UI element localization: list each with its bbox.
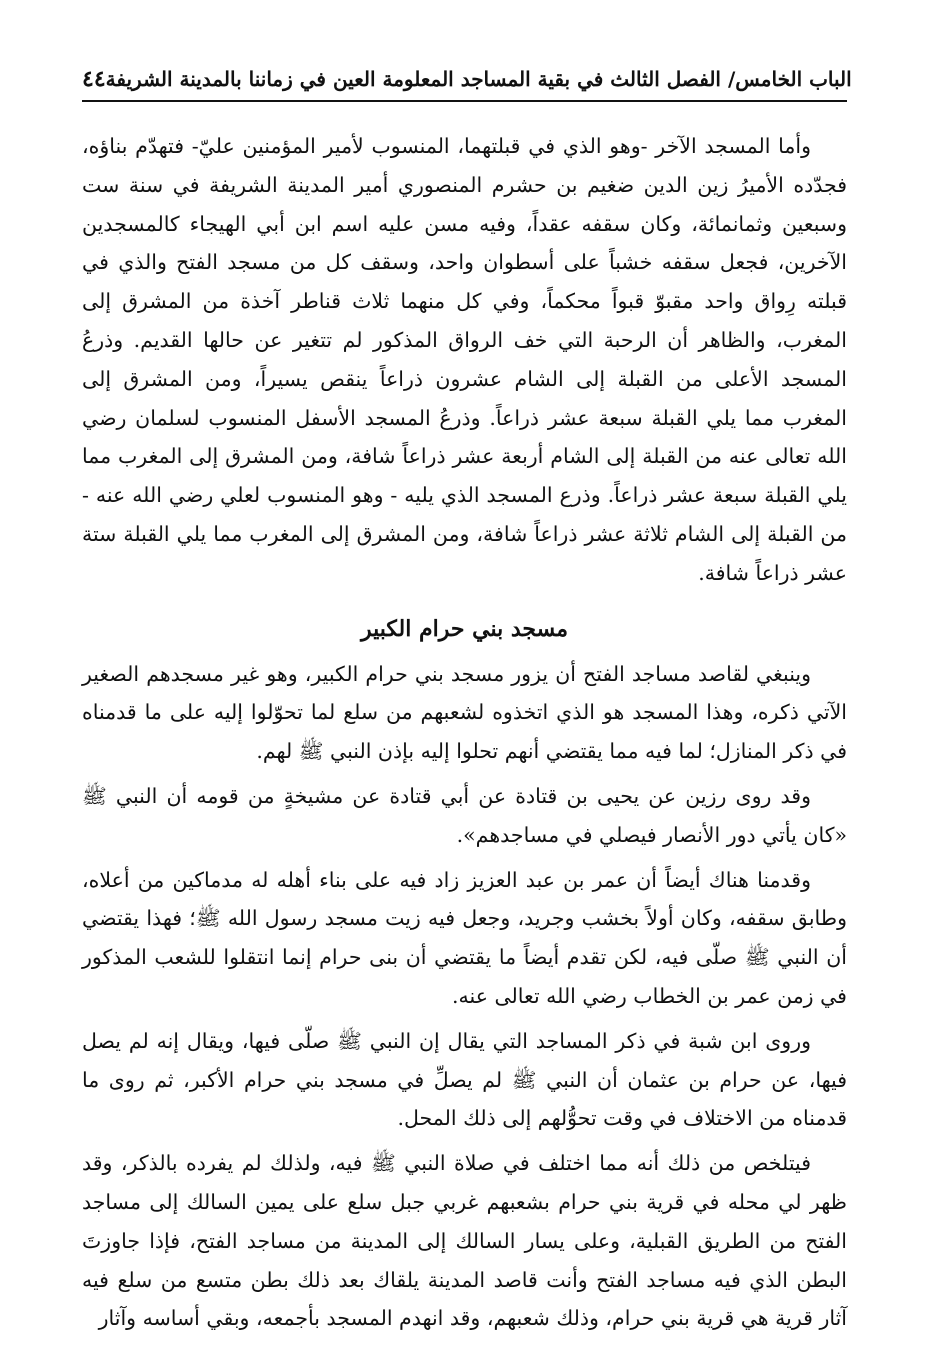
paragraph: وأما المسجد الآخر -وهو الذي في قبلتهما، المنسوب لأمير المؤمنين عليّ- فتهدّم بناؤه، فجدّده الأميرُ زين الدين ضغيم بن حشرم المنصوري أمير المدينة الشريفة في سنة ست وسبعين وثمانمائة، وكان سقفه عقداً، وفيه مسن عليه اسم ابن أبي الهيجاء كالمسجدين الآخرين، فجعل سقفه خشباً على أسطوان واحد، وسقف كل من مسجد الفتح والذي في قبلته رِواق واحد مقبوّ قبواً محكماً، وفي كل منهما ثلاث قناطر آخذة من المشرق إلى المغرب، والظاهر أن الرحبة التي خف الرواق المذكور لم تتغير عن حالها القديم. وذرعُ المسجد الأعلى من القبلة إلى الشام عشرون ذراعاً ينقص يسيراً، ومن المشرق إلى المغرب مما يلي القبلة سبعة عشر ذراعاً. وذرعُ المسجد الأسفل المنسوب لسلمان رضي الله تعالى عنه من القبلة إلى الشام أربعة عشر ذراعاً شافة، ومن المشرق إلى المغرب مما يلي القبلة سبعة عشر ذراعاً. وذرع المسجد الذي يليه - وهو المنسوب لعلي رضي الله عنه - من القبلة إلى الشام ثلاثة عشر ذراعاً شافة، ومن المشرق إلى المغرب مما يلي القبلة ستة عشر ذراعاً شافة. <box>82 134 847 585</box>
running-title: الباب الخامس/ الفصل الثالث في بقية المساجد المعلومة العين في زماننا بالمدينة الشريفة <box>105 67 852 91</box>
paragraph: فيتلخص من ذلك أنه مما اختلف في صلاة النبي ﷺ فيه، ولذلك لم يفرده بالذكر، وقد ظهر لي محله في قرية بني حرام بشعبهم غربي جبل سلع على يمين السالك إلى مساجد الفتح من الطريق القبلية، وعلى يسار السالك إلى المدينة من مساجد الفتح، فإذا جاوزتَ البطن الذي فيه مساجد الفتح وأنت قاصد المدينة يلقاك بعد ذلك بطن متسع من سلع فيه آثار قرية هي قرية بني حرام، وذلك شعبهم، وقد انهدم المسجد بأجمعه، وبقي أساسه وآثار <box>82 1151 847 1331</box>
paragraph: وينبغي لقاصد مساجد الفتح أن يزور مسجد بني حرام الكبير، وهو غير مسجدهم الصغير الآتي ذكره، وهذا المسجد هو الذي اتخذوه لشعبهم من سلع لما تحوّلوا إليه على ما قدمناه في ذكر المنازل؛ لما فيه مما يقتضي أنهم تحلوا إليه بإذن النبي ﷺ لهم. <box>82 661 847 764</box>
header-rule <box>82 100 847 102</box>
page-number: ٤٤ <box>82 66 106 92</box>
page-body <box>82 127 847 1343</box>
paragraph: وروى ابن شبة في ذكر المساجد التي يقال إن النبي ﷺ صلّى فيها، ويقال إنه لم يصل فيها، عن حرام بن عثمان أن النبي ﷺ لم يصلِّ في مسجد بني حرام الأكبر، ثم روى ما قدمناه من الاختلاف في وقت تحوُّلهم إلى ذلك المحل. <box>82 1028 847 1131</box>
paragraph: وقد روى رزين عن يحيى بن قتادة عن أبي قتادة عن مشيخةٍ من قومه أن النبي ﷺ «كان يأتي دور الأنصار فيصلي في مساجدهم». <box>82 783 847 847</box>
paragraph: وقدمنا هناك أيضاً أن عمر بن عبد العزيز زاد فيه على بناء أهله له مدماكين من أعلاه، وطابق سقفه، وكان أولاً بخشب وجريد، وجعل فيه زيت مسجد رسول الله ﷺ؛ فهذا يقتضي أن النبي ﷺ صلّى فيه، لكن تقدم أيضاً ما يقتضي أن بنى حرام إنما انتقلوا للشعب المذكور في زمن عمر بن الخطاب رضي الله تعالى عنه. <box>82 867 847 1008</box>
section-heading: مسجد بني حرام الكبير <box>360 615 569 642</box>
page-header <box>82 58 852 100</box>
